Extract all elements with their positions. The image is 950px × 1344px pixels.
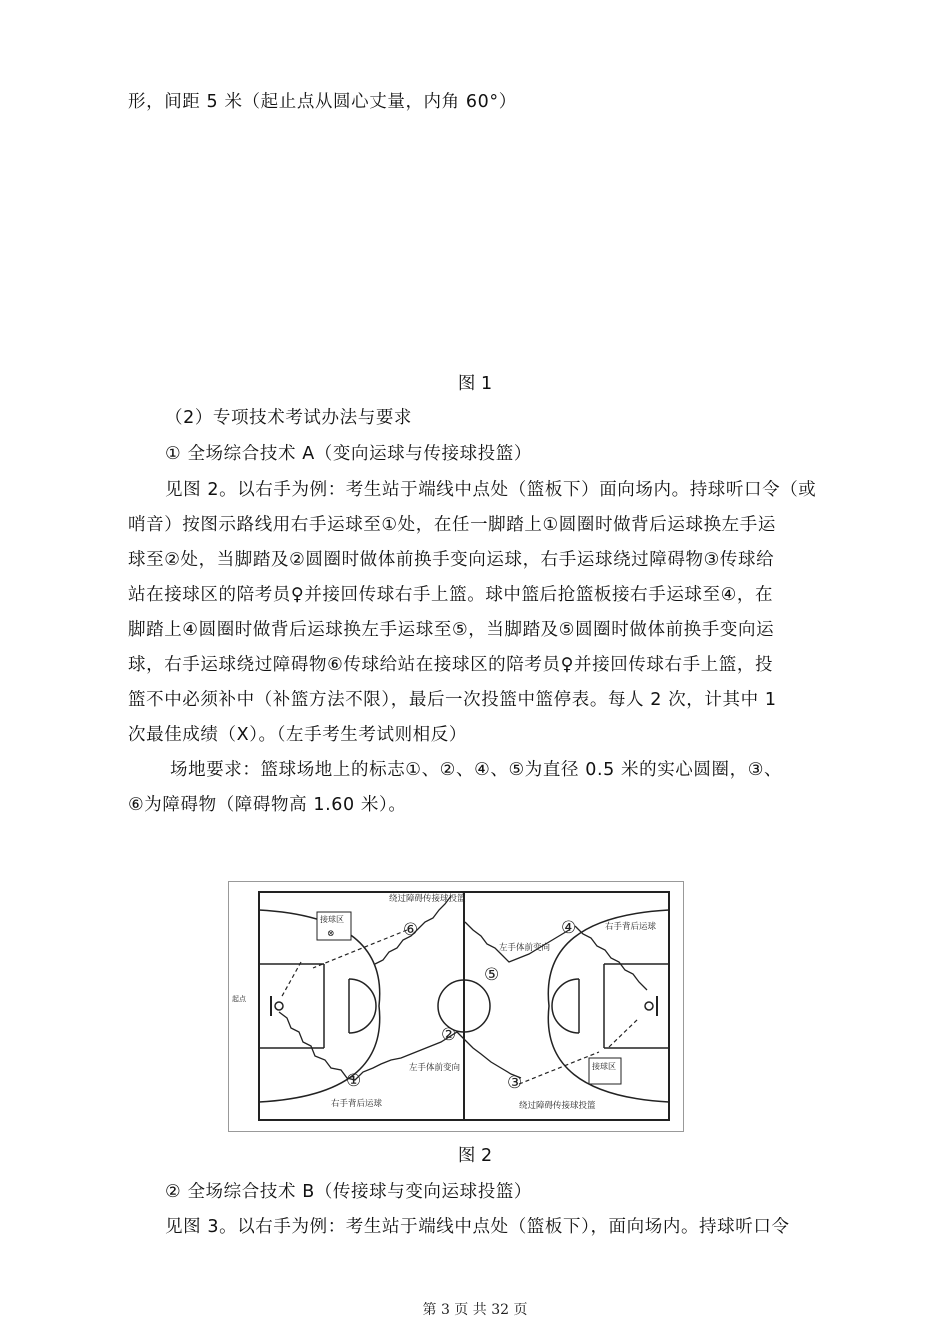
item-b-line: 见图 3。以右手为例：考生站于端线中点处（篮板下），面向场内。持球听口令 [165, 1217, 790, 1237]
marker-1: ① [346, 1071, 362, 1091]
paragraph-line: 次最佳成绩（X）。（左手考生考试则相反） [128, 725, 467, 745]
left-hoop [275, 1002, 283, 1010]
right-free-throw-circle [552, 979, 579, 1033]
paragraph-line: 站在接球区的陪考员♀并接回传球右手上篮。球中篮后抢篮板接右手运球至④，在 [128, 585, 774, 605]
item-b-title: ② 全场综合技术 B（传接球与变向运球投篮） [165, 1182, 533, 1202]
paragraph-line: 篮不中必须补中（补篮方法不限），最后一次投篮中篮停表。每人 2 次，计其中 1 [128, 690, 777, 710]
start-label: 起点 [232, 995, 246, 1003]
figure-2-court-diagram [228, 881, 684, 1132]
left-front-lower-label: 左手体前变向 [409, 1063, 461, 1073]
marker-4: ④ [561, 918, 577, 938]
court-svg [229, 882, 683, 1131]
examiner-icon: ⊗ [327, 929, 335, 939]
paragraph-line: 球至②处，当脚踏及②圆圈时做体前换手变向运球，右手运球绕过障碍物③传球给 [128, 550, 775, 570]
left-front-upper-label: 左手体前变向 [499, 943, 551, 953]
right-hoop [645, 1002, 653, 1010]
marker-5: ⑤ [484, 965, 500, 985]
paragraph-line: 哨音）按图示路线用右手运球至①处，在任一脚踏上①圆圈时做背后运球换左手运 [128, 515, 776, 535]
site-requirement-line: 场地要求：篮球场地上的标志①、②、④、⑤为直径 0.5 米的实心圆圈，③、 [170, 760, 783, 780]
figure-1-caption: 图 1 [457, 374, 493, 394]
paragraph-line: 见图 2。以右手为例：考生站于端线中点处（篮板下）面向场内。持球听口令（或 [165, 480, 817, 500]
paragraph-line: 球，右手运球绕过障碍物⑥传球给站在接球区的陪考员♀并接回传球右手上篮，投 [128, 655, 774, 675]
left-free-throw-circle [349, 979, 376, 1033]
item-a-title: ① 全场综合技术 A（变向运球与传接球投篮） [165, 444, 532, 464]
dribble-route-path [465, 922, 569, 962]
marker-3: ③ [507, 1073, 523, 1093]
marker-6: ⑥ [403, 920, 419, 940]
site-requirement-line: ⑥为障碍物（障碍物高 1.60 米）。 [128, 795, 407, 815]
bottom-behind-label: 右手背后运球 [331, 1099, 383, 1109]
obstacle-label-top: 绕过障碍传接球投篮 [389, 894, 466, 904]
pass-arrow [609, 1018, 639, 1047]
right-behind-label: 右手背后运球 [605, 922, 657, 932]
paragraph-line: 脚踏上④圆圈时做背后运球换左手运球至⑤，当脚踏及⑤圆圈时做体前换手变向运 [128, 620, 775, 640]
marker-2: ② [441, 1025, 457, 1045]
page-footer: 第 3 页 共 32 页 [422, 1302, 528, 1318]
obstacle-label-bottom: 绕过障碍传接球投篮 [519, 1101, 596, 1111]
pass-arrow [281, 962, 301, 998]
dribble-route-path [575, 926, 647, 990]
right-receive-zone-label: 接球区 [592, 1062, 616, 1071]
left-receive-zone-label: 接球区 [320, 915, 344, 924]
page-top-line: 形，间距 5 米（起止点从圆心丈量，内角 60°） [128, 92, 517, 112]
section-title: （2）专项技术考试办法与要求 [165, 408, 413, 428]
figure-2-caption: 图 2 [457, 1146, 493, 1166]
